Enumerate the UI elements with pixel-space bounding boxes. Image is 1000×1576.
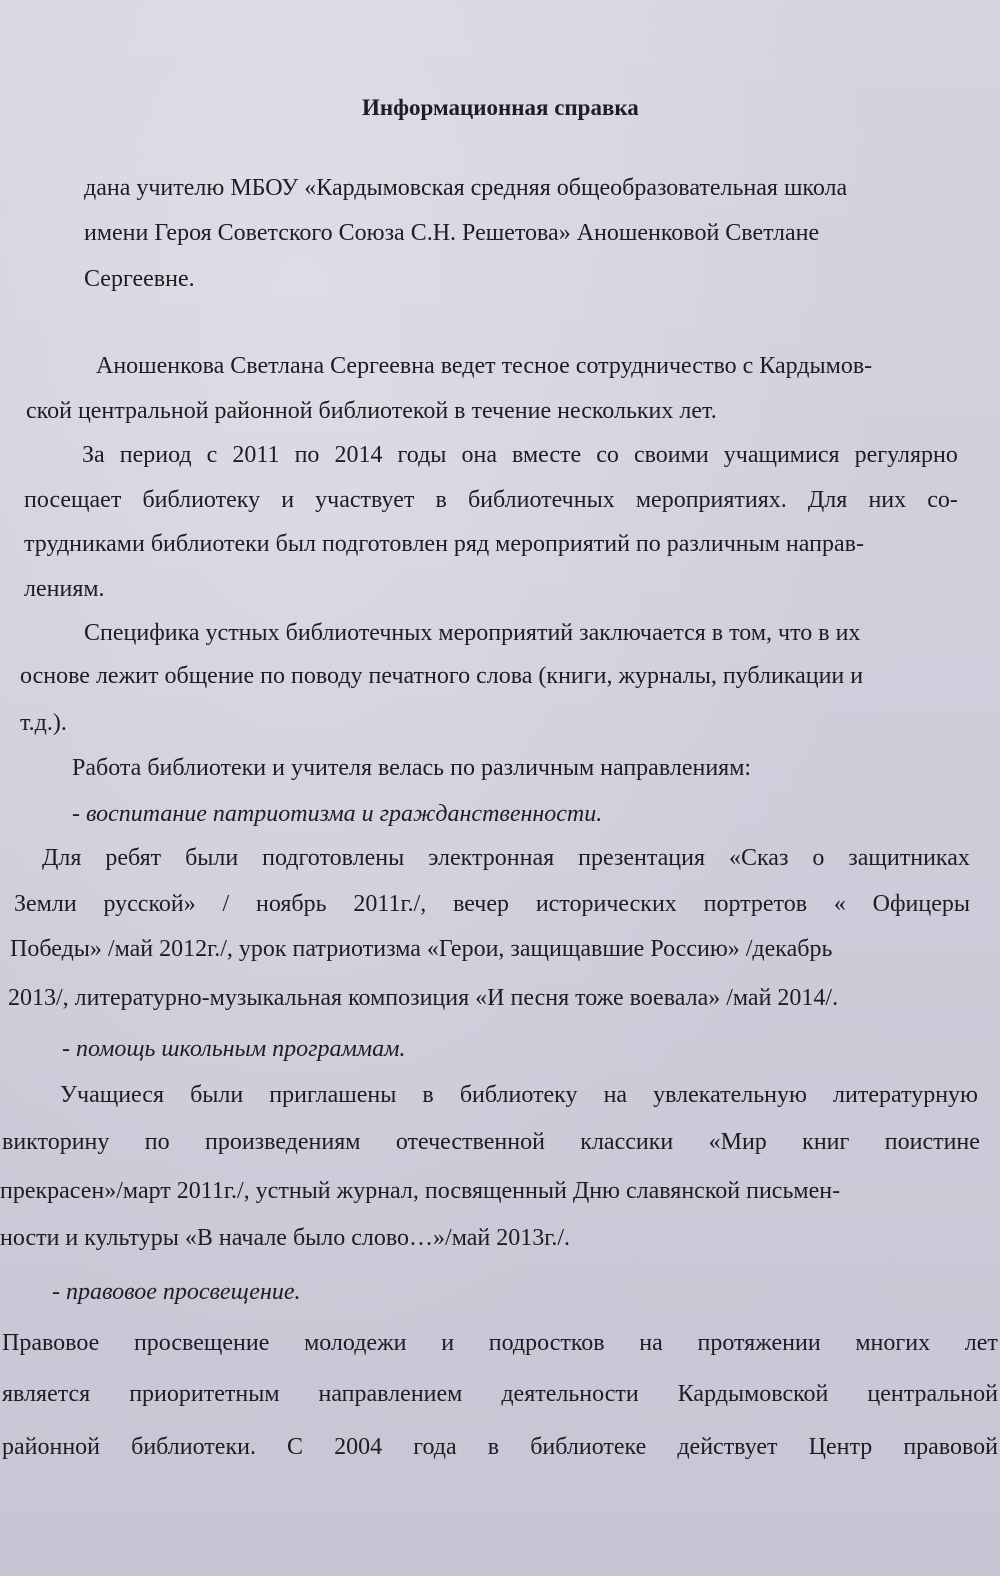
word: года — [413, 1434, 457, 1460]
word: презентация — [578, 845, 706, 871]
intro-line: Сергеевне. — [84, 266, 195, 292]
word: подготовлены — [262, 845, 405, 871]
word: Для — [42, 845, 82, 871]
paragraph-line: ности и культуры «В начале было слово…»/май 2013г./. — [0, 1225, 571, 1251]
word: и — [281, 487, 295, 513]
word: протяжении — [697, 1330, 821, 1356]
word: является — [2, 1381, 91, 1407]
word: поистине — [884, 1129, 980, 1155]
word: исторических — [535, 891, 677, 917]
word: вместе — [512, 442, 582, 468]
word: Кардымовской — [677, 1381, 829, 1407]
word: многих — [855, 1330, 931, 1356]
word: и — [441, 1330, 455, 1356]
word: подростков — [488, 1330, 605, 1356]
paragraph-line: лениям. — [24, 576, 105, 602]
document-title: Информационная справка — [362, 95, 639, 120]
word: в — [487, 1434, 500, 1460]
word: 2011г./, — [353, 891, 427, 917]
word: районной — [2, 1434, 101, 1460]
word: были — [185, 845, 239, 871]
intro-line: дана учителю МБОУ «Кардымовская средняя общеобразовательная школа — [84, 175, 848, 201]
paragraph-line — [42, 843, 970, 873]
word: регулярно — [854, 442, 958, 468]
word: классики — [580, 1129, 674, 1155]
word: библиотеку — [459, 1082, 578, 1108]
paragraph-line — [2, 1432, 998, 1462]
word: «Мир — [708, 1129, 767, 1155]
word: произведениям — [204, 1129, 361, 1155]
word: посещает — [24, 487, 122, 513]
word: них — [868, 487, 907, 513]
word: молодежи — [304, 1330, 407, 1356]
word: библиотеку — [142, 487, 261, 513]
word: защитниках — [848, 845, 970, 871]
paragraph-line — [2, 1328, 998, 1358]
word: увлекательную — [653, 1082, 807, 1108]
word: книг — [802, 1129, 850, 1155]
word: ноябрь — [255, 891, 327, 917]
word: 2014 — [334, 442, 383, 468]
paragraph-line: Специфика устных библиотечных мероприятий заключается в том, что в их — [84, 620, 861, 646]
section-heading: - воспитание патриотизма и гражданственности. — [72, 801, 603, 827]
word: За — [82, 442, 105, 468]
paragraph-line — [2, 1379, 998, 1409]
word: учащимися — [723, 442, 840, 468]
paragraph-line — [2, 1127, 980, 1157]
word: викторину — [2, 1129, 110, 1155]
paragraph-line: Аношенкова Светлана Сергеевна ведет тесное сотрудничество с Кардымов- — [96, 353, 873, 379]
word: библиотечных — [467, 487, 615, 513]
word: направлением — [318, 1381, 463, 1407]
word: «Сказ — [728, 845, 789, 871]
word: деятельности — [501, 1381, 639, 1407]
word: ребят — [105, 845, 162, 871]
word: по — [294, 442, 320, 468]
paragraph-line: Работа библиотеки и учителя велась по различным направлениям: — [72, 755, 752, 781]
word: 2004 — [334, 1434, 383, 1460]
word: С — [287, 1434, 304, 1460]
paragraph-line: ской центральной районной библиотекой в течение нескольких лет. — [26, 398, 717, 424]
paragraph-line: прекрасен»/март 2011г./, устный журнал, посвященный Дню славянской письмен- — [0, 1178, 841, 1204]
word: со- — [927, 487, 958, 513]
word: библиотеки. — [131, 1434, 256, 1460]
word: приглашены — [269, 1082, 397, 1108]
word: действует — [677, 1434, 778, 1460]
word: / — [222, 891, 230, 917]
word: на — [603, 1082, 628, 1108]
word: литературную — [833, 1082, 978, 1108]
paragraph-line: т.д.). — [20, 710, 67, 736]
word: своими — [633, 442, 709, 468]
word: Для — [807, 487, 848, 513]
word: « — [833, 891, 846, 917]
word: библиотеке — [530, 1434, 647, 1460]
word: в — [422, 1082, 434, 1108]
word: Офицеры — [872, 891, 970, 917]
word: Учащиеся — [60, 1082, 164, 1108]
word: годы — [397, 442, 447, 468]
word: участвует — [315, 487, 415, 513]
paragraph-line — [60, 1080, 978, 1110]
intro-line: имени Героя Советского Союза С.Н. Решетова» Аношенковой Светлане — [84, 220, 820, 246]
word: с — [206, 442, 218, 468]
paragraph-line: Победы» /май 2012г./, урок патриотизма «Герои, защищавшие Россию» /декабрь — [10, 936, 833, 962]
word: лет — [964, 1330, 998, 1356]
paragraph-line — [24, 485, 958, 515]
word: со — [596, 442, 619, 468]
paragraph-line: 2013/, литературно-музыкальная композиция «И песня тоже воевала» /май 2014/. — [8, 985, 839, 1011]
word: мероприятиях. — [635, 487, 787, 513]
word: правовой — [903, 1434, 998, 1460]
word: на — [639, 1330, 663, 1356]
word: электронная — [428, 845, 555, 871]
word: о — [812, 845, 825, 871]
section-heading: - правовое просвещение. — [52, 1279, 301, 1305]
word: отечественной — [395, 1129, 545, 1155]
paragraph-line: основе лежит общение по поводу печатного слова (книги, журналы, публикации и — [20, 663, 864, 689]
word: приоритетным — [129, 1381, 280, 1407]
section-heading: - помощь школьным программам. — [62, 1036, 406, 1062]
paragraph-line: трудниками библиотеки был подготовлен ряд мероприятий по различным направ- — [24, 531, 864, 557]
word: Центр — [808, 1434, 873, 1460]
word: русской» — [103, 891, 196, 917]
word: в — [435, 487, 447, 513]
word: по — [144, 1129, 170, 1155]
paragraph-line — [82, 440, 958, 470]
word: 2011 — [232, 442, 280, 468]
paragraph-line — [14, 889, 970, 919]
word: вечер — [453, 891, 510, 917]
word: Правовое — [2, 1330, 100, 1356]
word: центральной — [867, 1381, 998, 1407]
word: портретов — [703, 891, 808, 917]
word: она — [461, 442, 497, 468]
word: были — [190, 1082, 244, 1108]
word: Земли — [14, 891, 77, 917]
word: просвещение — [133, 1330, 270, 1356]
word: период — [119, 442, 192, 468]
